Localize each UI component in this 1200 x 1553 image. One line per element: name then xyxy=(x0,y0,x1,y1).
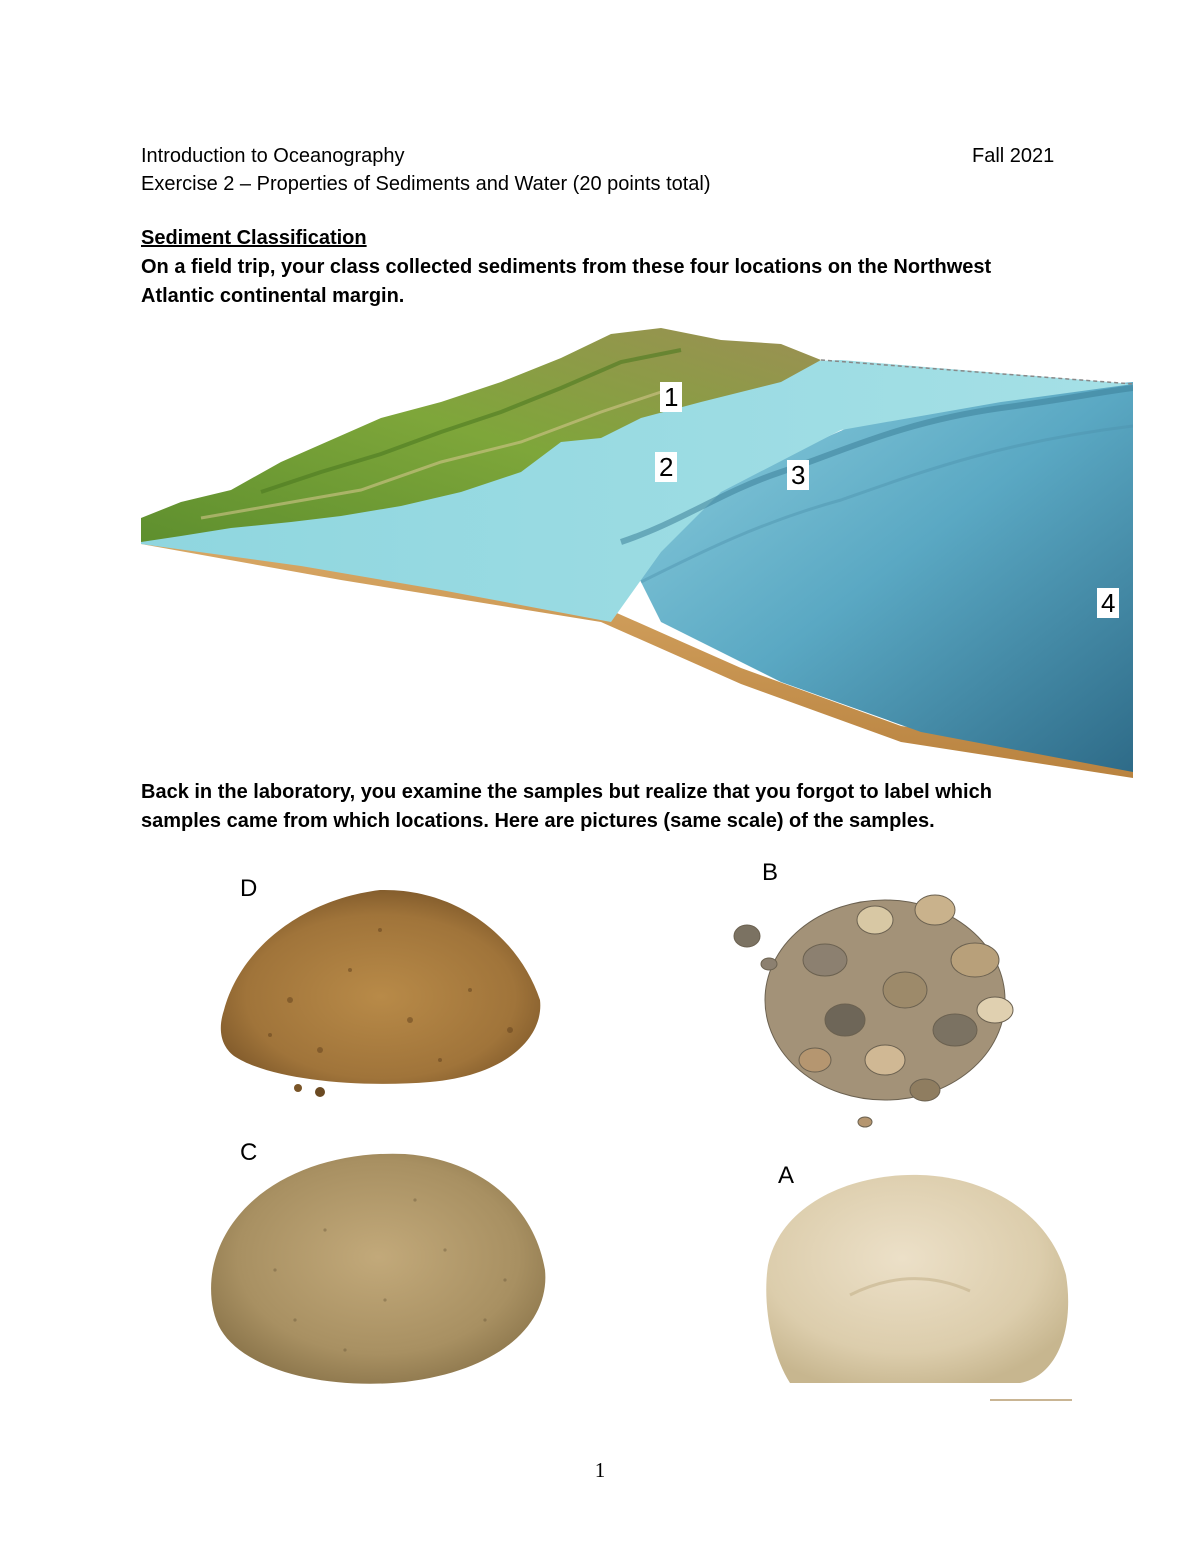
location-label-4: 4 xyxy=(1097,588,1119,618)
sample-d-label: D xyxy=(240,875,258,902)
intro-text-line-1: On a field trip, your class collected sediments from these four locations on the Northwest xyxy=(141,256,992,278)
lab-text-line-1: Back in the laboratory, you examine the samples but realize that you forgot to label which xyxy=(141,781,992,803)
sample-b-label: B xyxy=(762,859,779,886)
location-label-1: 1 xyxy=(660,382,682,412)
page-number: 1 xyxy=(594,1458,606,1482)
lab-text-line-2: samples came from which locations. Here are pictures (same scale) of the samples. xyxy=(141,810,935,832)
sample-a-image xyxy=(760,1155,1080,1405)
sample-b-image xyxy=(725,850,1060,1140)
term-label: Fall 2021 xyxy=(972,145,1055,167)
sample-c-image xyxy=(205,1120,555,1395)
sample-a-label: A xyxy=(778,1162,795,1189)
location-label-3: 3 xyxy=(787,460,809,490)
course-title: Introduction to Oceanography xyxy=(141,145,405,167)
sample-d-image xyxy=(210,860,550,1100)
continental-margin-illustration xyxy=(141,322,1133,778)
location-label-2: 2 xyxy=(655,452,677,482)
exercise-title: Exercise 2 – Properties of Sediments and Water (20 points total) xyxy=(141,173,711,195)
section-heading: Sediment Classification xyxy=(141,227,367,249)
intro-text-line-2: Atlantic continental margin. xyxy=(141,285,405,307)
sample-c-label: C xyxy=(240,1139,258,1166)
scale-line xyxy=(990,1399,1072,1401)
